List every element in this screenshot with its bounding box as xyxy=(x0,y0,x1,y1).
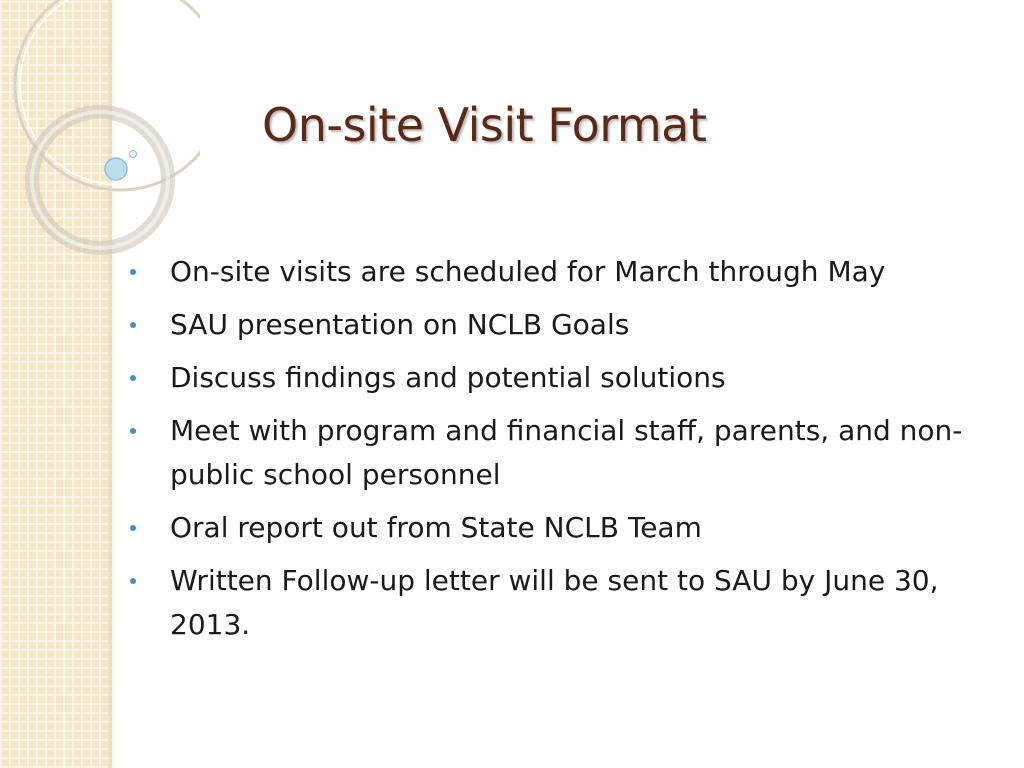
slide-title: On-site Visit Format xyxy=(262,98,707,152)
bullet-item xyxy=(126,559,986,647)
bullet-marker-icon xyxy=(130,578,136,584)
bullet-text: Discuss findings and potential solutions xyxy=(170,361,726,394)
decorative-circles xyxy=(0,0,200,260)
blue-dot-small xyxy=(130,151,137,158)
bullet-text: Written Follow-up letter will be sent to SAU by June 30, 2013. xyxy=(170,564,939,641)
bullet-item xyxy=(126,356,986,400)
bullet-text: On-site visits are scheduled for March through May xyxy=(170,255,886,288)
bullet-marker-icon xyxy=(130,269,136,275)
bullet-list xyxy=(126,250,986,656)
bullet-marker-icon xyxy=(130,428,136,434)
bullet-text: SAU presentation on NCLB Goals xyxy=(170,308,630,341)
bullet-item xyxy=(126,409,986,497)
bullet-item xyxy=(126,250,986,294)
bullet-marker-icon xyxy=(130,375,136,381)
small-ring-highlight xyxy=(32,112,168,248)
bullet-marker-icon xyxy=(130,525,136,531)
bullet-marker-icon xyxy=(130,322,136,328)
bullet-item xyxy=(126,506,986,550)
bullet-text: Oral report out from State NCLB Team xyxy=(170,511,702,544)
large-arc-highlight xyxy=(20,0,200,185)
bullet-item xyxy=(126,303,986,347)
blue-dot-large xyxy=(105,158,127,180)
bullet-text: Meet with program and financial staff, parents, and non-public school personnel xyxy=(170,414,963,491)
